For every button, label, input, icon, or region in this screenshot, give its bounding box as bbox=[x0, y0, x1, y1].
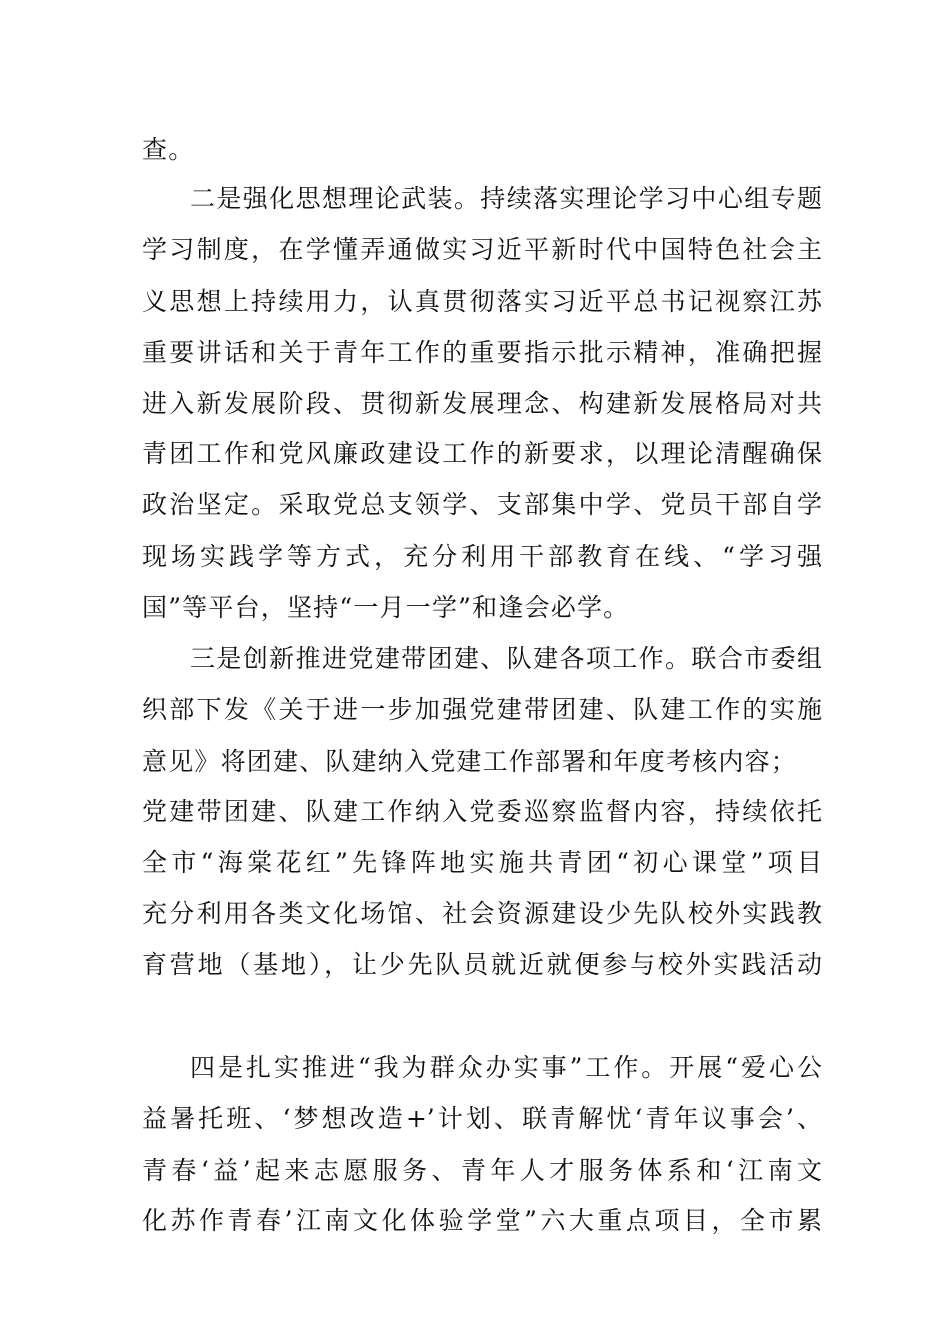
paragraph-start-line: 二是强化思想理论武装。持续落实理论学习中心组专题 bbox=[190, 184, 822, 213]
text-line: 化苏作青春’江南文化体验学堂”六大重点项目，全市累 bbox=[142, 1206, 822, 1235]
text-line: 充分利用各类文化场馆、社会资源建设少先队校外实践教 bbox=[142, 899, 822, 928]
text-line: 织部下发《关于进一步加强党建带团建、队建工作的实施 bbox=[142, 695, 822, 724]
paragraph-start-line: 四是扎实推进“我为群众办实事”工作。开展“爱心公 bbox=[190, 1053, 822, 1082]
text-line: 益暑托班、‘梦想改造+’计划、联青解忧‘青年议事会’、 bbox=[142, 1104, 822, 1133]
text-line: 党建带团建、队建工作纳入党委巡察监督内容，持续依托 bbox=[142, 797, 822, 826]
text-line: 查。 bbox=[142, 135, 195, 164]
text-line: 进入新发展阶段、贯彻新发展理念、构建新发展格局对共 bbox=[142, 389, 822, 418]
text-line: 学习制度，在学懂弄通做实习近平新时代中国特色社会主 bbox=[142, 235, 822, 264]
text-line: 政治坚定。采取党总支领学、支部集中学、党员干部自学 bbox=[142, 490, 822, 519]
text-line: 现场实践学等方式，充分利用干部教育在线、“学习强 bbox=[142, 542, 822, 571]
text-line: 青团工作和党风廉政建设工作的新要求，以理论清醒确保 bbox=[142, 439, 822, 468]
text-line: 意见》将团建、队建纳入党建工作部署和年度考核内容； bbox=[142, 747, 798, 776]
text-line: 义思想上持续用力，认真贯彻落实习近平总书记视察江苏 bbox=[142, 287, 822, 316]
text-line: 重要讲话和关于青年工作的重要指示批示精神，准确把握 bbox=[142, 338, 822, 367]
text-line: 国”等平台，坚持“一月一学”和逢会必学。 bbox=[142, 593, 630, 622]
text-line: 青春‘益’起来志愿服务、青年人才服务体系和‘江南文 bbox=[142, 1156, 822, 1185]
text-line: 育营地（基地），让少先队员就近就便参与校外实践活动 bbox=[142, 950, 822, 979]
text-line: 全市“海棠花红”先锋阵地实施共青团“初心课堂”项目 bbox=[142, 848, 822, 877]
paragraph-start-line: 三是创新推进党建带团建、队建各项工作。联合市委组 bbox=[190, 644, 822, 673]
